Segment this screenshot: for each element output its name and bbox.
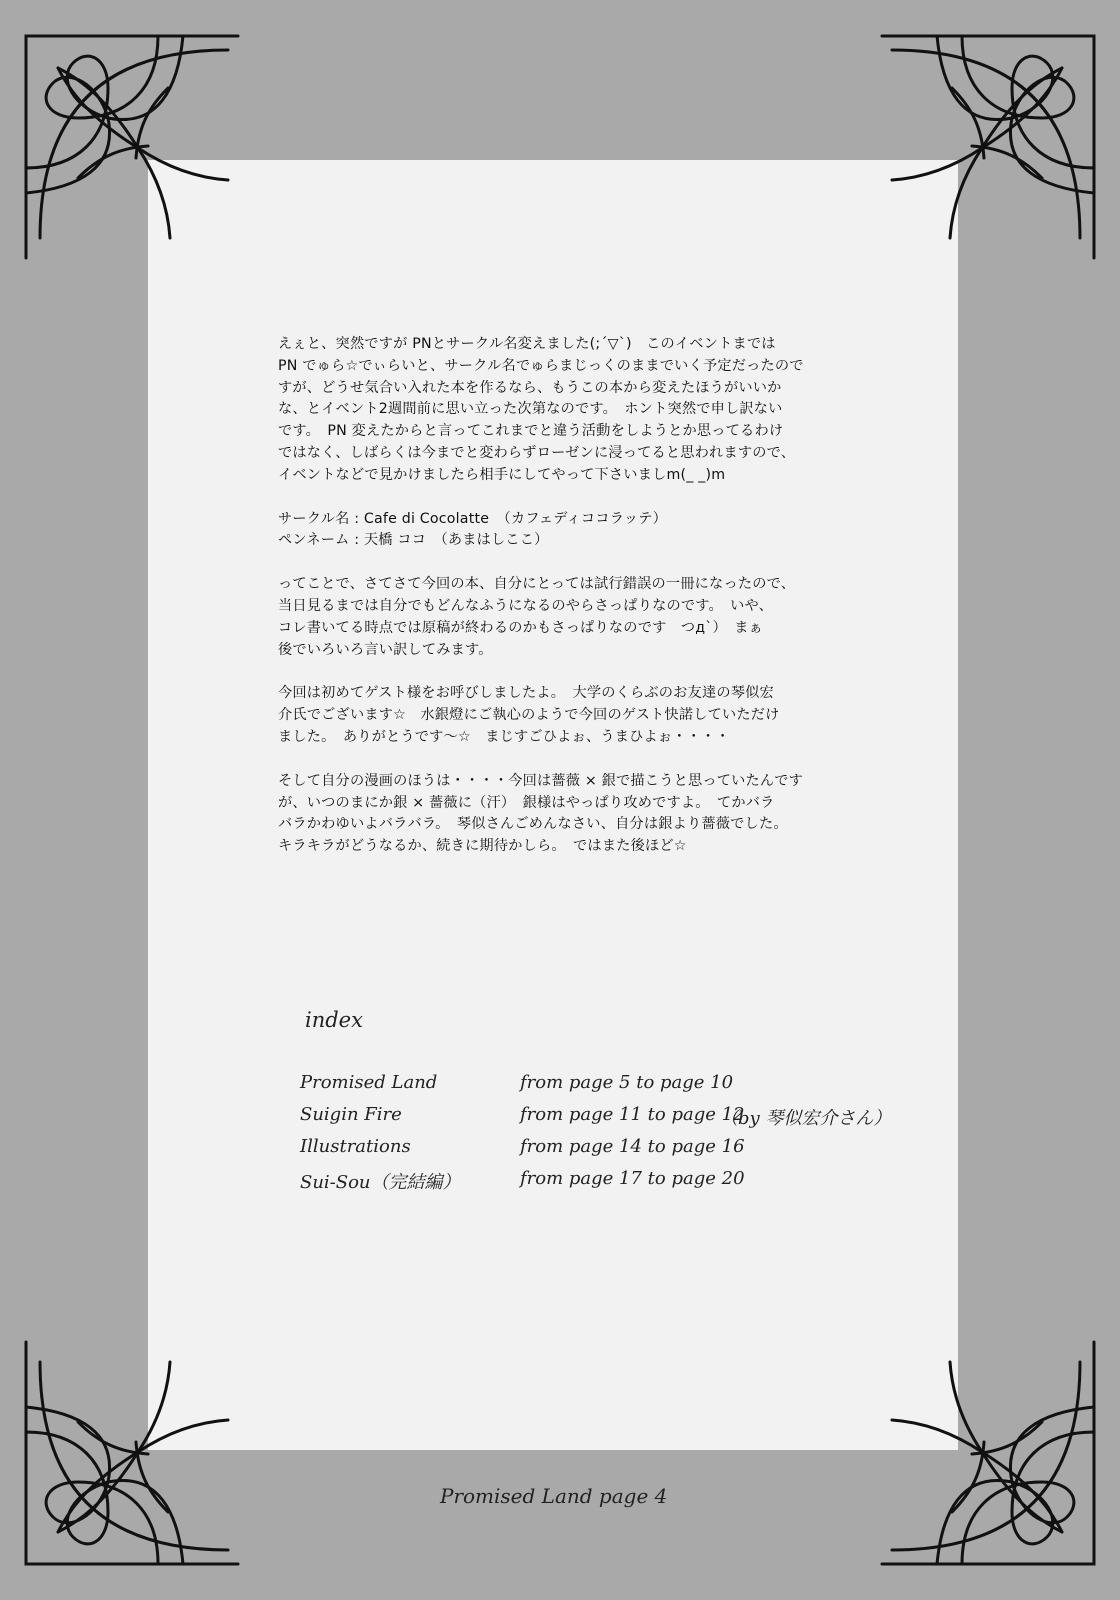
index-page-range: from page 11 to page 12 <box>520 1104 745 1125</box>
corner-ornament-bottom-right <box>872 1332 1102 1572</box>
text-line: 介氏でございます☆ 水銀燈にご執心のようで今回のゲスト快諾していただけ <box>278 707 780 724</box>
text-line: バラかわゆいよバラバラ。 琴似さんごめんなさい、自分は銀より薔薇でした。 <box>278 816 788 833</box>
page-footer: Promised Land page 4 <box>440 1484 668 1508</box>
text-line: 今回は初めてゲスト様をお呼びしましたよ。 大学のくらぶのお友達の琴似宏 <box>278 685 774 702</box>
paragraph-guest <box>278 683 878 748</box>
afterword-text <box>278 334 878 880</box>
text-line: キラキラがどうなるか、続きに期待かしら。 ではまた後ほど☆ <box>278 838 687 855</box>
index-page-range: from page 17 to page 20 <box>520 1168 745 1189</box>
text-line: な、とイベント2週間前に思い立った次第なのです。 ホント突然で申し訳ない <box>278 401 783 418</box>
text-line: そして自分の漫画のほうは・・・・今回は薔薇 × 銀で描こうと思っていたんです <box>278 772 804 789</box>
text-line: PN でゅら☆でぃらいと、サークル名でゅらまじっくのままでいく予定だったので <box>278 357 804 374</box>
circle-name-line: サークル名 : Cafe di Cocolatte （カフェディココラッテ） <box>278 510 667 527</box>
paragraph-circle-info <box>278 509 878 553</box>
corner-ornament-top-left <box>18 28 248 268</box>
index-story-name: Illustrations <box>300 1136 411 1157</box>
text-line: ました。 ありがとうです～☆ まじすごひよぉ、うまひよぉ・・・・ <box>278 728 730 745</box>
pen-name-line: ペンネーム : 天橋 ココ （あまはしここ） <box>278 532 549 549</box>
text-line: が、いつのまにか銀 × 薔薇に（汗） 銀様はやっぱり攻めですよ。 てかバラ <box>278 794 775 811</box>
index-story-name: Suigin Fire <box>300 1104 402 1125</box>
text-line: です。 PN 変えたからと言ってこれまでと違う活動をしようとか思ってるわけ <box>278 423 784 440</box>
text-line: ではなく、しばらくは今までと変わらずローゼンに浸ってると思われますので、 <box>278 444 796 461</box>
text-line: コレ書いてる時点では原稿が終わるのかもさっぱりなのです つд`） まぁ <box>278 619 763 636</box>
text-line: 当日見るまでは自分でもどんなふうになるのやらさっぱりなのです。 いや、 <box>278 597 774 614</box>
text-line: えぇと、突然ですが PNとサークル名変えました(;´▽`) このイベントまでは <box>278 336 776 352</box>
index-story-name: Promised Land <box>300 1072 438 1093</box>
text-line: すが、どうせ気合い入れた本を作るなら、もうこの本から変えたほうがいいか <box>278 379 782 396</box>
text-line: 後でいろいろ言い訳してみます。 <box>278 641 493 658</box>
paragraph-book <box>278 574 878 661</box>
paragraph-manga <box>278 771 878 858</box>
index-note: （by 琴似宏介さん） <box>720 1108 892 1129</box>
index-page-range: from page 5 to page 10 <box>520 1072 734 1093</box>
text-line: ってことで、さてさて今回の本、自分にとっては試行錯誤の一冊になったので、 <box>278 576 796 593</box>
index-page-range: from page 14 to page 16 <box>520 1136 745 1157</box>
index-story-name: Sui-Sou（完結編） <box>300 1172 461 1193</box>
corner-ornament-bottom-left <box>18 1332 248 1572</box>
paragraph-intro <box>278 334 878 487</box>
index-title: index <box>305 1008 363 1032</box>
text-line: イベントなどで見かけましたら相手にしてやって下さいましm(_ _)m <box>278 466 726 483</box>
corner-ornament-top-right <box>872 28 1102 268</box>
